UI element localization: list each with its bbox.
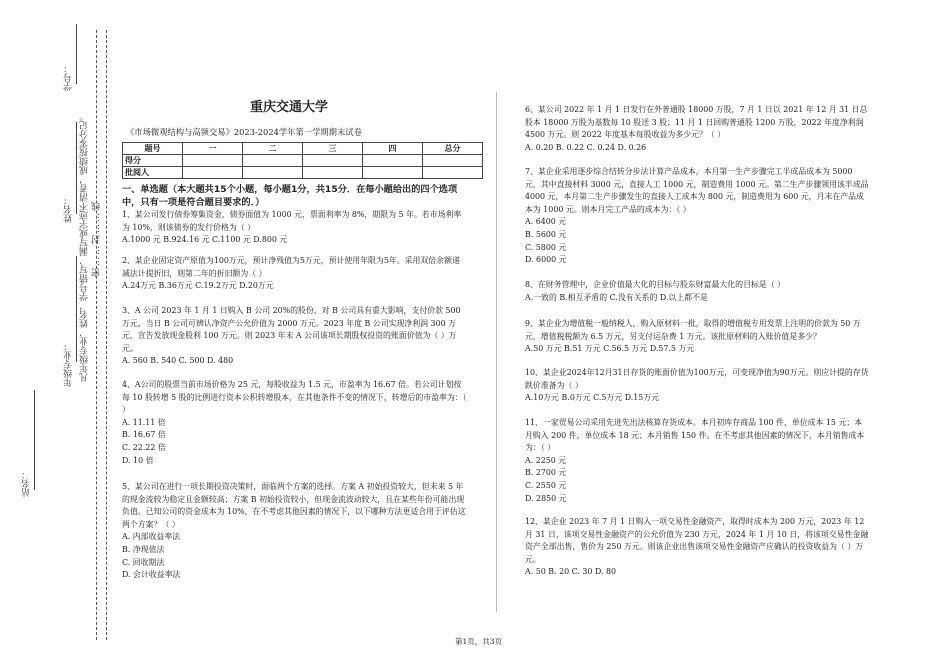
exam-notice: 凡年级专业、姓名、学号错写、漏写或字迹不清者，成绩按零分记。 — [80, 112, 90, 382]
score-cell[interactable] — [183, 155, 243, 167]
option-a: A. 11.11 倍 — [122, 417, 166, 427]
university-title: 重庆交通大学 — [250, 100, 329, 115]
question-stem: 7、某企业采用逐步综合结转分步法计算产品成本，本月第一生产步骤完工半成品成本为 5000 元，其中直接材料 3000 元，直接人工 1000 元，制造费用 1000 元。第二生产步骤领用该半成品 4000 元，本月第二生产步骤发生的直接人工成本为 800 元，制造费用为 600 元，月末在产品成本为 1000 元。则本月完工产品的成本为：（ ） — [525, 167, 869, 214]
col-part-3: 三 — [303, 143, 363, 155]
question-stem: 6、某公司 2022 年 1 月 1 日发行在外普通股 18000 万股，7 月 1 日以 2021 年 12 月 31 日总股本 18000 万股为基数每 10 股送 3 股；11 月 1 日回购普通股 1200 万股，2022 年度净利润 4500 万元。则 2022 年度基本每股收益为多少元？（ ） — [525, 105, 868, 140]
question-2 — [122, 255, 467, 293]
option-b: B. 5600 元 — [525, 229, 567, 239]
score-table-header-row — [123, 143, 483, 155]
col-part-4: 四 — [363, 143, 423, 155]
question-1 — [122, 209, 467, 247]
score-cell[interactable] — [243, 155, 303, 167]
question-stem: 8、在财务管理中，企业价值最大化的目标与股东财富最大化的目标是（ ） — [525, 280, 786, 289]
question-4 — [122, 379, 467, 467]
col-part-2: 二 — [243, 143, 303, 155]
station-label: 站名： — [22, 470, 32, 497]
section-title: 一、单选题（本大题共15个小题，每小题1分，共15分．在每小题给出的四个选项中，只有一项是符合题目要求的．） — [122, 184, 458, 208]
question-10 — [525, 367, 870, 405]
question-6 — [525, 104, 870, 154]
question-stem: 5、某公司在进行一项长期投资决策时，面临两个方案的选择。方案 A 初始投资较大，但未来 5 年的现金流较为稳定且金额较高；方案 B 初始投资较小，但现金流波动较大，且在某些年份可能出现负值。已知公司的资金成本为 10%，在不考虑其他因素的情况下，以下哪种方法更适合用于评估这两个方案？（ ） — [122, 482, 466, 529]
option-b: B. 净现值法 — [122, 544, 165, 554]
class-label: 年级专业： — [64, 342, 74, 387]
option-b: B. 2700 元 — [525, 468, 567, 478]
student-id-label: 学号： — [64, 64, 74, 91]
student-id-underline — [76, 24, 77, 84]
grader-cell[interactable] — [243, 167, 303, 179]
binding-line-outer — [96, 30, 97, 640]
column-separator — [496, 92, 497, 612]
question-options: A. 50 B. 20 C. 30 D. 80 — [525, 567, 617, 577]
question-stem: 4、A公司的股票当前市场价格为 25 元，每股收益为 1.5 元，市盈率为 16.67 倍。若公司计划按每 10 股转增 5 股的比例进行资本公积转增股本，在其他条件不变的情况下，转增后的市盈率为：（ ） — [122, 380, 467, 415]
question-11 — [525, 417, 870, 505]
question-options: A.10万元 B.0万元 C.5万元 D.15万元 — [525, 393, 660, 403]
question-3 — [122, 305, 467, 368]
station-underline — [34, 390, 35, 490]
question-options: A. 0.20 B. 0.22 C. 0.24 D. 0.26 — [525, 142, 647, 152]
name-label: 姓名： — [64, 196, 74, 223]
option-c: C. 5800 元 — [525, 242, 567, 252]
grader-cell[interactable] — [303, 167, 363, 179]
option-c: C. 回收期法 — [122, 557, 165, 567]
grader-row-label: 批阅人 — [123, 167, 183, 179]
question-stem: 3、A 公司 2023 年 1 月 1 日购入 B 公司 20%的股份，对 B 公司具有重大影响，支付价款 500 万元，当日 B 公司可辨认净资产公允价值为 2000 万元。2023 年度 B 公司实现净利润 300 万元，宣告发放现金股利 100 万元。则 2023 年末 A 公司该项长期股权投资的账面价值为（ ）万元。 — [122, 306, 461, 353]
question-options: A. 560 B. 540 C. 500 D. 480 — [122, 356, 234, 366]
option-a: A. 2250 元 — [525, 455, 567, 465]
option-a: A. 内部收益率法 — [122, 532, 181, 542]
option-b: B. 16.67 倍 — [122, 430, 166, 440]
question-12 — [525, 516, 870, 579]
page-footer: 第1页，共3页 — [455, 637, 503, 646]
question-stem: 11、一家贸易公司采用先进先出法核算存货成本。本月初库存商品 100 件，单位成本 15 元；本月购入 200 件，单位成本 18 元；本月销售 150 件。在不考虑其他因素的情况下，本月销售成本为：（ ） — [525, 418, 865, 453]
question-8 — [525, 279, 870, 304]
col-total: 总分 — [423, 143, 483, 155]
class-underline — [76, 256, 77, 362]
seal-line-text: 密……封……线 — [92, 200, 102, 277]
grader-cell[interactable] — [423, 167, 483, 179]
grader-cell[interactable] — [363, 167, 423, 179]
question-options: A.24万元 B.36万元 C.19.2万元 D.20万元 — [122, 281, 274, 291]
option-a: A. 6400 元 — [525, 217, 567, 227]
question-stem: 12、某企业 2023 年 7 月 1 日购入一项交易性金融资产，取得时成本为 200 万元，2023 年 12 月 31 日，该项交易性金融资产的公允价值为 230 万元，2024 年 1 月 10 日，将该项交易性金融资产全部出售，售价为 250 万元。则该企业出售该项交易性金融资产应确认的投资收益为（ ）万元。 — [525, 517, 869, 564]
question-7 — [525, 166, 870, 267]
col-part-1: 一 — [183, 143, 243, 155]
score-row — [123, 155, 483, 167]
option-c: C. 22.22 倍 — [122, 442, 166, 452]
question-stem: 1、某公司发行债券筹集资金，债券面值为 1000 元，票面利率为 8%，期限为 5 年。若市场利率为 10%，则该债券的发行价格为（ ） — [122, 210, 462, 232]
question-options: A.一致的 B.相互矛盾的 C.没有关系的 D.以上都不是 — [525, 292, 708, 302]
question-options: A.1000 元 B.924.16 元 C.1100 元 D.800 元 — [122, 235, 288, 245]
binding-line-inner — [106, 30, 107, 640]
question-stem: 10、某企业2024年12月31日存货的账面价值为100万元，可变现净值为90万元。则应计提的存货跌价准备为（ ） — [525, 368, 869, 390]
option-d: D. 10 倍 — [122, 455, 154, 465]
question-stem: 2、某企业固定资产原值为100万元，预计净残值为5万元，预计使用年限为5年。采用双倍余额递减法计提折旧，则第二年的折旧额为（ ） — [122, 256, 460, 278]
grader-cell[interactable] — [183, 167, 243, 179]
option-d: D. 会计收益率法 — [122, 570, 181, 580]
score-cell[interactable] — [303, 155, 363, 167]
option-d: D. 6000 元 — [525, 255, 567, 265]
grader-row — [123, 167, 483, 179]
option-d: D. 2850 元 — [525, 493, 567, 503]
exam-title: 《市场微观结构与高频交易》2023-2024学年第一学期期末试卷 — [126, 127, 362, 137]
name-underline — [76, 122, 77, 214]
score-table — [122, 142, 483, 179]
question-5 — [122, 481, 467, 582]
question-stem: 9、某企业为增值税一般纳税人，购入原材料一批，取得的增值税专用发票上注明的价款为 50 万元，增值税税额为 6.5 万元，另支付运杂费 1 万元。该批原材料的入账价值是多少？ — [525, 319, 861, 341]
score-cell[interactable] — [423, 155, 483, 167]
score-cell[interactable] — [363, 155, 423, 167]
option-c: C. 2550 元 — [525, 480, 567, 490]
col-question-no: 题号 — [123, 143, 183, 155]
score-row-label: 得分 — [123, 155, 183, 167]
question-9 — [525, 318, 870, 356]
question-options: A.50 万元 B.51 万元 C.56.5 万元 D.57.5 万元 — [525, 344, 695, 354]
